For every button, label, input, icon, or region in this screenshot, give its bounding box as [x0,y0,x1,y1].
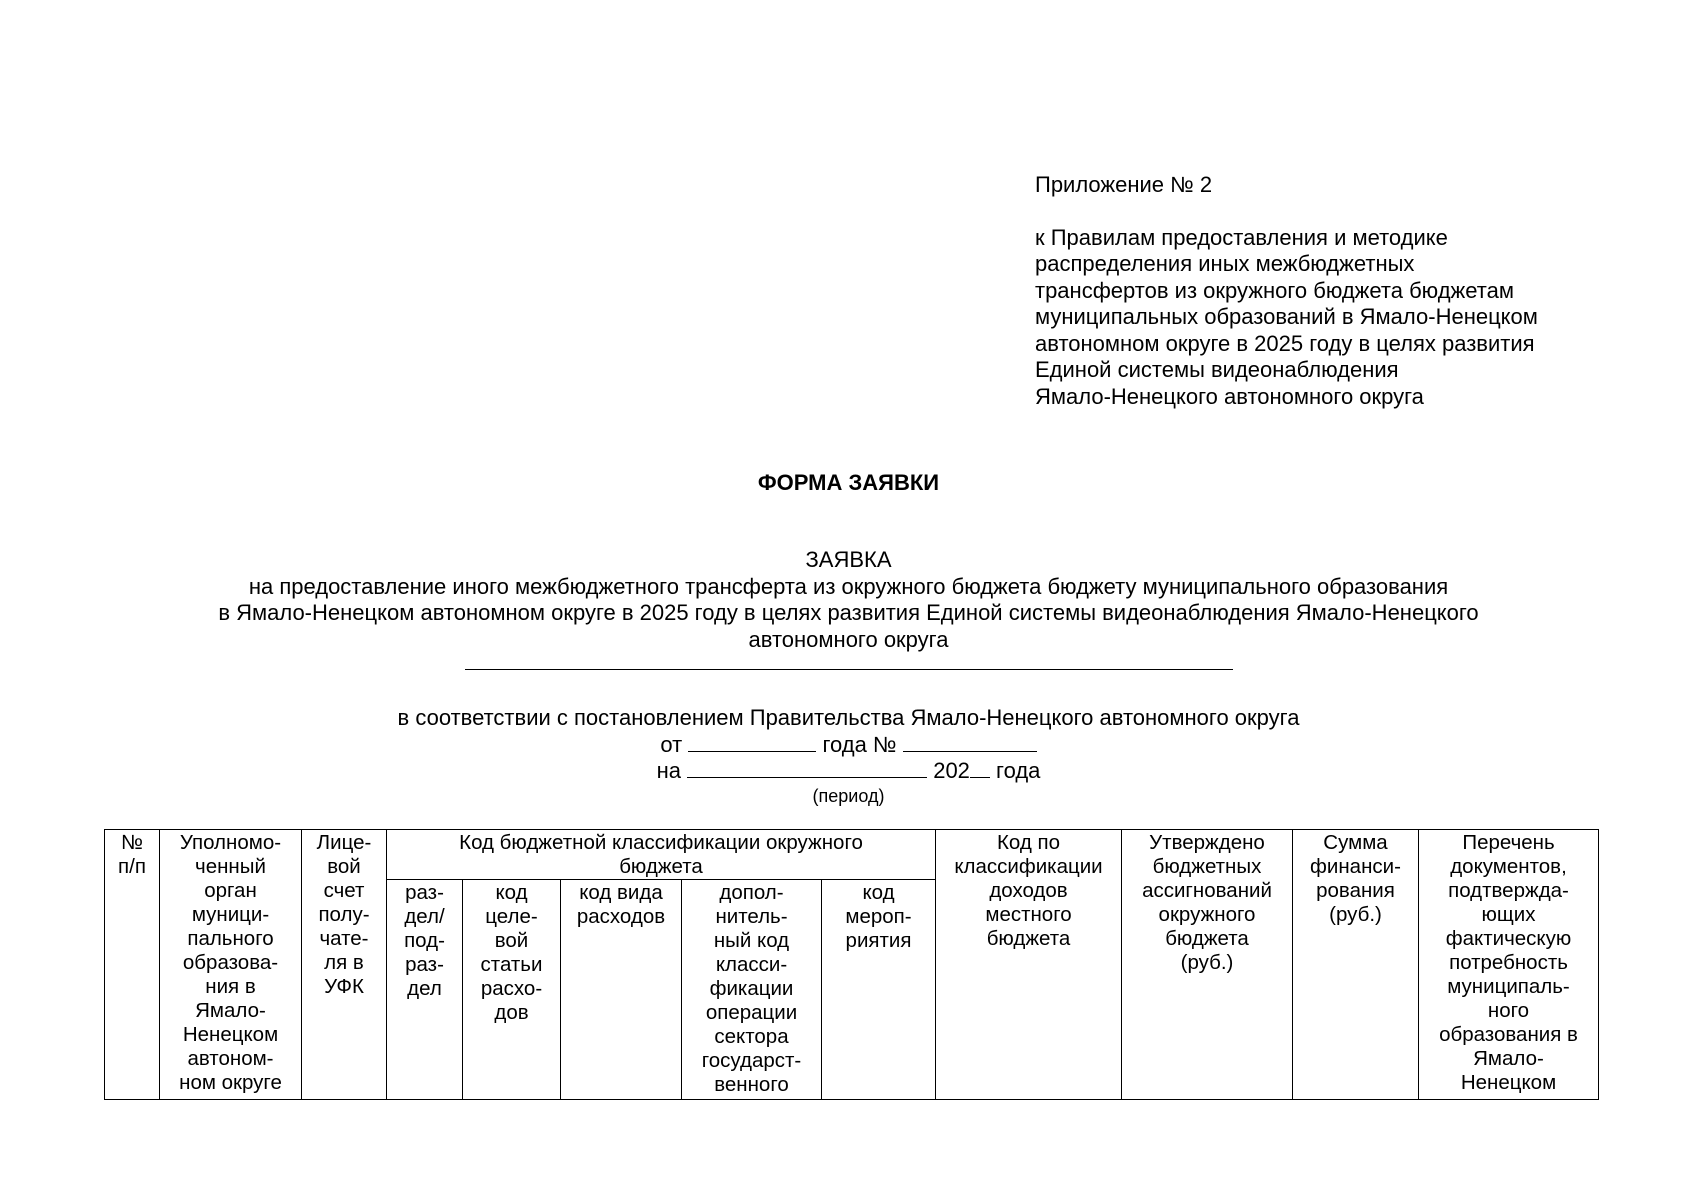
period-line [0,758,1697,785]
header-line: код [862,881,895,904]
header-line: фикации [709,977,794,1000]
col-num [105,830,160,1100]
header-line: рования [1316,879,1395,902]
header-line: Утверждено [1149,831,1265,854]
resolution-date-blank[interactable] [688,733,816,752]
header-line: бюджета [986,927,1071,950]
header-line: Ямало- [195,999,266,1022]
header-line: Код бюджетной классификации окружного [459,831,863,854]
header-line: подтвержда- [1448,879,1569,902]
header-line: потребность [1449,951,1568,974]
appendix-line: Единой системы видеонаблюдения [1035,357,1399,382]
basis-line: в соответствии с постановлением Правительства Ямало-Ненецкого автономного округа [397,705,1300,730]
col-additional [682,880,822,1100]
col-target [463,880,561,1100]
header-line: ченный [195,855,266,878]
header-line: полу- [318,903,370,926]
appendix-line: муниципальных образований в Ямало-Ненецком [1035,304,1538,329]
header-line: ассигнований [1142,879,1272,902]
header-line: местного [985,903,1072,926]
header-line: класси- [715,953,788,976]
header-line: счет [323,879,365,902]
header-line: классификации [954,855,1103,878]
header-line: операции [705,1001,798,1024]
header-line: муници- [191,903,270,926]
col-account [302,830,387,1100]
header-line: № [121,831,143,854]
on-label: на [656,758,681,783]
header-line: ного [1487,999,1530,1022]
header-line: ющих [1481,903,1536,926]
period-caption: (период) [812,785,885,806]
header-line: государст- [701,1049,802,1072]
header-line: нитель- [715,905,788,928]
header-line: раз- [405,881,444,904]
header-line: орган [204,879,257,902]
request-block [0,547,1697,670]
header-line: дов [494,1001,529,1024]
header-line: Ямало- [1473,1047,1544,1070]
appendix-line: Ямало-Ненецкого автономного округа [1035,383,1424,409]
header-line: ном округе [179,1071,282,1094]
basis-block [0,705,1697,807]
header-line: муниципаль- [1447,975,1570,998]
request-line: в Ямало-Ненецком автономном округе в 2025 году в целях развития Единой системы видеонаблюдения Ямало-Ненецкого [218,600,1479,625]
header-line: автоном- [187,1047,274,1070]
header-line: п/п [118,855,146,878]
request-table-wrapper [104,829,1598,1100]
header-line: окружного [1158,903,1256,926]
header-line: Ненецком [1460,1071,1557,1094]
header-line: Лице- [316,831,372,854]
col-section [387,880,463,1100]
header-line: бюджета [1165,927,1249,950]
header-line: ля в [324,951,364,974]
header-line: бюджета [619,855,703,878]
header-line: образования в [1439,1023,1578,1046]
header-line: фактическую [1445,927,1572,950]
col-approved [1122,830,1293,1100]
header-line: доходов [989,879,1068,902]
header-line: раз- [405,953,444,976]
header-line: целе- [485,905,538,928]
col-event [822,880,936,1100]
header-line: ный код [713,929,790,952]
header-line: Уполномо- [179,831,282,854]
year-digit-blank[interactable] [970,759,990,778]
form-title: ФОРМА ЗАЯВКИ [757,470,940,495]
header-line: код [495,881,528,904]
header-line: Перечень [1462,831,1555,854]
header-line: вой [327,855,361,878]
header-line: расходов [576,905,666,928]
header-line: финанси- [1310,855,1401,878]
col-local-income [936,830,1122,1100]
header-line: пального [187,927,274,950]
period-blank[interactable] [687,759,927,778]
municipality-blank-line[interactable] [465,669,1233,670]
appendix-number: Приложение № 2 [1035,172,1213,197]
header-line: Код по [996,831,1061,854]
header-line: документов, [1450,855,1567,878]
header-line: образова- [182,951,279,974]
year-prefix: 202 [933,758,970,783]
header-line: статьи [480,953,543,976]
header-line: Ненецком [182,1023,279,1046]
year-suffix: года [996,758,1041,783]
header-line: (руб.) [1329,903,1382,926]
header-line: (руб.) [1180,951,1234,974]
header-line: Сумма [1323,831,1388,854]
header-line: УФК [324,975,364,998]
header-line: вой [494,929,529,952]
appendix-line: трансфертов из окружного бюджета бюджетам [1035,277,1514,303]
header-line: дел/ [404,905,445,928]
request-line: на предоставление иного межбюджетного трансферта из окружного бюджета бюджету муниципального образования [248,573,1449,599]
header-line: венного [714,1073,789,1096]
resolution-line [0,732,1697,759]
appendix-line: автономном округе в 2025 году в целях развития [1035,330,1535,356]
header-line: сектора [714,1025,789,1048]
appendix-line: распределения иных межбюджетных [1035,251,1415,276]
year-number-label: года № [822,731,897,757]
header-line: код вида [579,881,663,904]
appendix-block [1035,172,1675,410]
col-documents [1419,830,1599,1100]
request-heading: ЗАЯВКА [805,547,892,572]
request-table [104,829,1599,1100]
header-line: чате- [319,927,369,950]
col-expense-type [561,880,682,1100]
header-line: расхо- [480,977,543,1000]
header-line: под- [404,929,445,952]
header-line: дел [407,977,442,1000]
header-line: допол- [719,881,784,904]
header-line: мероп- [845,905,912,928]
appendix-line: к Правилам предоставления и методике [1035,224,1448,250]
col-funding [1293,830,1419,1100]
col-authority [160,830,302,1100]
header-line: риятия [845,929,912,952]
header-line: бюджетных [1152,855,1262,878]
from-label: от [660,731,683,757]
resolution-number-blank[interactable] [903,733,1037,752]
col-kbk-group [387,830,936,880]
request-line: автономного округа [748,626,949,652]
header-line: ния в [205,975,256,998]
